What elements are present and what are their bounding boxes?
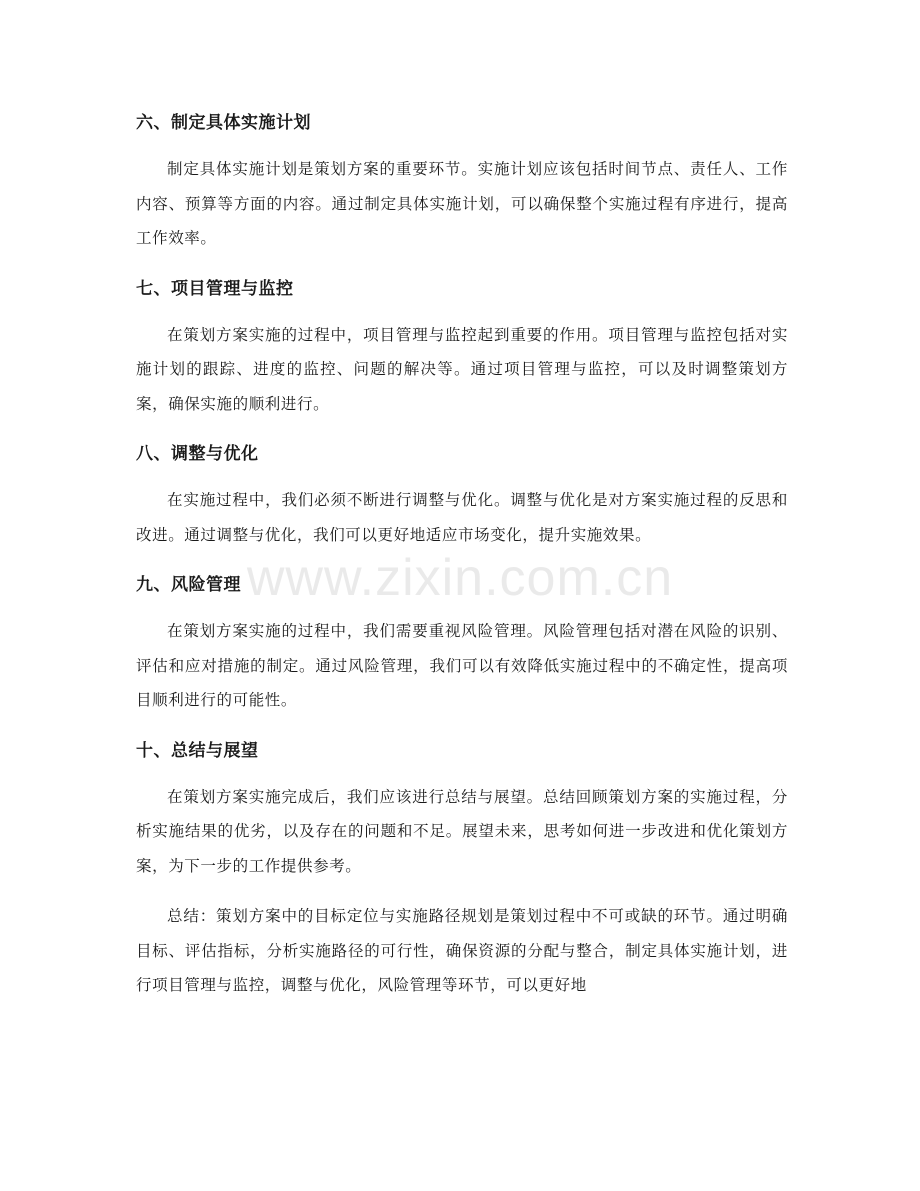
section-heading: 八、调整与优化 (136, 444, 259, 464)
section-7 (136, 272, 788, 422)
section-heading: 七、项目管理与监控 (136, 278, 294, 299)
watermark: www.zixin.com.cn (246, 549, 674, 607)
section-paragraph: 在实施过程中，我们必须不断进行调整与优化。调整与优化是对方案实施过程的反思和改进。通过调整与优化，我们可以更好地适应市场变化，提升实施效果。 (136, 491, 788, 544)
section-paragraph: 在策划方案实施完成后，我们应该进行总结与展望。总结回顾策划方案的实施过程，分析实施结果的优劣，以及存在的问题和不足。展望未来，思考如何进一步改进和优化策划方案，为下一步的工作提供参考。 (136, 787, 788, 875)
section-paragraph: 在策划方案实施的过程中，项目管理与监控起到重要的作用。项目管理与监控包括对实施计划的跟踪、进度的监控、问题的解决等。通过项目管理与监控，可以及时调整策划方案，确保实施的顺利进行。 (136, 325, 788, 413)
section-8 (136, 437, 788, 552)
section-heading: 十、总结与展望 (136, 740, 259, 761)
section-6 (136, 106, 788, 256)
summary-paragraph: 总结：策划方案中的目标定位与实施路径规划是策划过程中不可或缺的环节。通过明确目标、评估指标，分析实施路径的可行性，确保资源的分配与整合，制定具体实施计划，进行项目管理与监控，调整与优化，风险管理等环节，可以更好地 (136, 907, 788, 994)
document-content (136, 106, 788, 1019)
section-10 (136, 734, 788, 884)
section-paragraph: 制定具体实施计划是策划方案的重要环节。实施计划应该包括时间节点、责任人、工作内容、预算等方面的内容。通过制定具体实施计划，可以确保整个实施过程有序进行，提高工作效率。 (136, 160, 788, 247)
section-heading: 九、风险管理 (136, 575, 241, 595)
section-paragraph: 在策划方案实施的过程中，我们需要重视风险管理。风险管理包括对潜在风险的识别、评估和应对措施的制定。通过风险管理，我们可以有效降低实施过程中的不确定性，提高项目顺利进行的可能性。 (136, 622, 788, 709)
section-heading: 六、制定具体实施计划 (136, 113, 311, 133)
section-9 (136, 568, 788, 718)
